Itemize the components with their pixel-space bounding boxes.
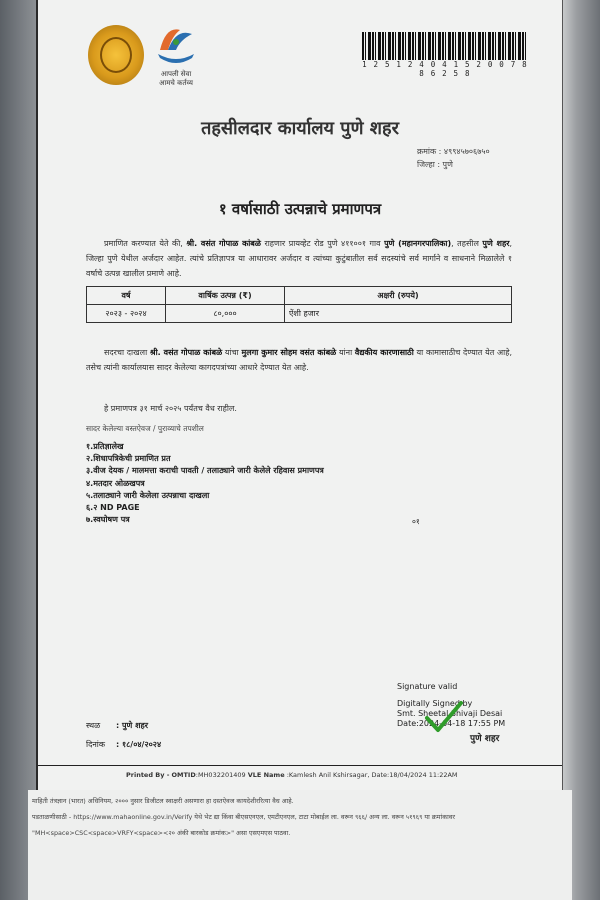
vle-label: VLE Name	[247, 771, 285, 779]
income-table-header	[87, 287, 512, 305]
applicant-name: श्री. वसंत गोपाळ कांबळे	[186, 239, 261, 248]
beneficiary-name: मुलगा कुमार सोहम वसंत कांबळे	[241, 348, 337, 357]
date-row	[86, 735, 161, 754]
purpose-mid2: यांना	[336, 348, 355, 357]
printed-by-label: Printed By -	[126, 771, 170, 779]
logo-caption-line1: आपली सेवा	[160, 70, 192, 78]
list-item: २.शिधापत्रिकेची प्रमाणित प्रत	[86, 454, 171, 464]
certify-tehsil-label: , तहसील	[451, 239, 483, 248]
place-row	[86, 716, 161, 735]
date-label: दिनांक	[86, 740, 105, 749]
place-value: : पुणे शहर	[116, 721, 149, 730]
serial-number: क्रमांक : ४९९४५७०६७५०	[417, 147, 490, 156]
maharashtra-seal-icon	[88, 25, 144, 85]
list-item: ५.तलाठ्याने जारी केलेला उत्पन्नाचा दाखला	[86, 490, 210, 500]
vle-value: :Kamlesh Anil Kshirsagar, Date:18/04/2024 11:22AM	[284, 771, 458, 779]
purpose: वैद्यकीय कारणासाठी	[354, 348, 414, 357]
words-cell: ऐंशी हजार	[285, 305, 512, 323]
logo-caption	[152, 70, 200, 88]
signature-check-icon	[424, 700, 464, 734]
printed-by	[126, 771, 458, 779]
income-cell: ८०,०००	[166, 305, 285, 323]
certify-intro: प्रमाणित करण्यात येते की,	[104, 239, 183, 248]
purpose-rest: या कामासाठीच देण्यात येत आहे, तसेच त्यांनी कार्यालयास सादर केलेल्या कागदपत्रांच्या आधारे देण्यात येत आहे.	[86, 348, 512, 372]
validity: हे प्रमाणपत्र ३१ मार्च २०२५ पर्यंतच वैध राहील.	[104, 404, 237, 413]
lower-sheet	[28, 790, 572, 900]
omtid-value: :MH032201409	[195, 771, 248, 779]
aapli-seva-icon	[152, 20, 200, 68]
signature-line1: Digitally Signed by	[397, 699, 473, 708]
documents-list	[86, 441, 324, 526]
office-title: तहसीलदार कार्यालय पुणे शहर	[201, 118, 399, 139]
certify-rest: , जिल्हा पुणे येथील अर्जदार आहेत. त्यांचे प्रतिज्ञापत्र या आधारावर अर्जदार व त्यांच्या कुटुंबातील सर्व सदस्यांचे सर्व मार्गाने व साधनाने मिळालेले १ वर्षाचे उत्पन्न खालील प्रमाणे आहे.	[86, 239, 513, 278]
purpose-mid: यांचा	[222, 348, 242, 357]
place-label: स्थळ	[86, 721, 101, 730]
footer-sms: "MH<space>CSC<space>VRFY<space><२० अंकी बारकोड क्रमांक>" असा एसएमएस पाठवा.	[32, 829, 291, 837]
purpose-intro: सदरचा दाखला	[104, 348, 150, 357]
footer-legal: माहिती तंत्रज्ञान (भारत) अधिनियम, २००० नुसार डिजीटल स्वाक्षरी असणारा हा दस्तऐवज कायदेशीररित्या वैध आहे.	[32, 797, 294, 805]
certificate-sheet	[36, 0, 563, 790]
list-item: १.प्रतिज्ञालेख	[86, 442, 124, 451]
table-row	[87, 305, 512, 323]
words-header: अक्षरी (रुपये)	[285, 287, 512, 305]
purpose-applicant-name: श्री. वसंत गोपाळ कांबळे	[149, 348, 223, 357]
signature-office: पुणे शहर	[470, 734, 500, 744]
tehsil: पुणे शहर	[482, 239, 510, 248]
year-header: वर्ष	[87, 287, 166, 305]
date-value: : १८/०४/२०२४	[116, 740, 162, 749]
year-cell: २०२३ - २०२४	[87, 305, 166, 323]
documents-count: ०१	[412, 517, 420, 526]
district: जिल्हा : पुणे	[417, 160, 453, 169]
list-item: ४.मतदार ओळखपत्र	[86, 478, 145, 488]
seal-inner-ring	[100, 37, 132, 73]
certify-address: राहणार प्रायव्हेट रोड पुणे ४११००१ गाव	[260, 239, 385, 248]
list-item: ७.स्वघोषण पत्र	[86, 515, 130, 525]
place-date-block	[86, 716, 161, 754]
list-item: ३.वीज देयक / मालमत्ता कराची पावती / तलाठ्याने जारी केलेले रहिवास प्रमाणपत्र	[86, 466, 324, 476]
footer-verify: पडताळणीसाठी - https://www.mahaonline.gov.in/Verify येथे भेट द्या किंवा बीएसएनएल, एमटीएनएल, टाटा मोबाईल ला. वरून ९६६/ अन्य ला. वरून ५१९६९ या क्रमांकावर	[32, 813, 455, 821]
barcode	[362, 32, 528, 60]
omtid-label: OMTID	[171, 771, 196, 779]
list-item: ६.२ ND PAGE	[86, 503, 140, 513]
purpose-paragraph	[86, 345, 512, 375]
certificate-heading: १ वर्षासाठी उत्पन्नाचे प्रमाणपत्र	[218, 200, 382, 218]
aapli-seva-logo	[152, 20, 200, 92]
income-header: वार्षिक उत्पन्न (₹)	[166, 287, 285, 305]
signature-date: Date:2024-04-18 17:55 PM	[397, 719, 506, 728]
village: पुणे (महानगरपालिका)	[384, 239, 452, 248]
barcode-number: 1 2 5 1 2 4 0 4 1 5 2 0 0 7 8 8 6 2 5 8	[362, 60, 528, 78]
signature-valid: Signature valid	[397, 682, 458, 691]
signer-name: Smt. Sheetal Shivaji Desai	[397, 709, 503, 718]
income-table	[86, 286, 512, 323]
certify-paragraph	[86, 236, 512, 281]
footer-divider	[38, 765, 562, 766]
logo-caption-line2: आमचे कर्तव्य	[159, 79, 193, 87]
documents-heading: सादर केलेल्या वस्तऐवज / पुराव्याचे तपशील	[86, 424, 204, 433]
